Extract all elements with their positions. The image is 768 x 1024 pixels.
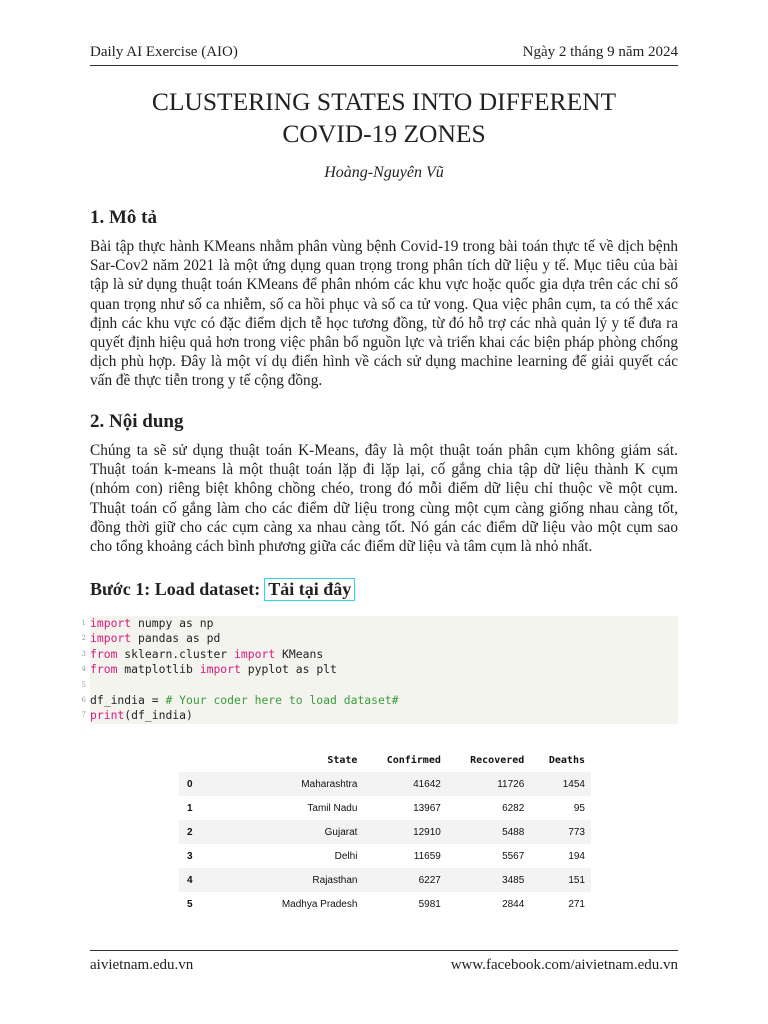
code-line (81, 708, 678, 723)
footer-facebook-link[interactable]: www.facebook.com/aivietnam.edu.vn (450, 957, 678, 973)
cell-confirmed: 11659 (413, 850, 441, 862)
table-row (179, 772, 591, 796)
table-row (179, 796, 591, 820)
cell-deaths: 271 (568, 898, 585, 910)
document-title (90, 86, 678, 150)
header-date: Ngày 2 tháng 9 năm 2024 (522, 44, 678, 60)
cell-recovered: 3485 (447, 868, 530, 892)
cell-confirmed: 5981 (418, 898, 441, 910)
page-footer (90, 957, 678, 974)
cell-state: Tamil Nadu (307, 802, 358, 814)
row-index: 1 (187, 802, 193, 814)
code-keyword: import (234, 646, 276, 661)
header-course: Daily AI Exercise (AIO) (90, 44, 238, 60)
cell-confirmed: 6227 (363, 868, 446, 892)
cell-deaths: 151 (530, 868, 591, 892)
cell-state: Gujarat (253, 820, 363, 844)
table-row (179, 844, 591, 868)
cell-state: Rajasthan (253, 868, 363, 892)
index-header (179, 748, 253, 772)
step-1-heading (90, 578, 355, 601)
section-content-body: Chúng ta sẽ sử dụng thuật toán K-Means, đây là một thuật toán phân cụm không giám sát. Thuật toán k-means là một thuật toán lặp đi lặp lại, cố gắng chia tập dữ liệu thành K cụm (nhóm con) riêng biệt không chồng chéo, trong đó mỗi điểm dữ liệu chỉ thuộc về một cụm. Thuật toán cố gắng làm cho các điểm dữ liệu trong cùng một cụm càng giống nhau càng tốt, đồng thời giữ cho các cụm càng xa nhau càng tốt. Nó gán các điểm dữ liệu vào một cụm sao cho tổng khoảng cách bình phương giữa các điểm dữ liệu và tâm cụm là nhỏ nhất. (90, 442, 678, 556)
dataframe-table (179, 748, 591, 916)
author-name: Hoàng-Nguyên Vũ (324, 164, 444, 181)
code-keyword: print (90, 708, 125, 723)
row-index: 2 (179, 820, 253, 844)
cell-recovered: 6282 (502, 802, 525, 814)
cell-deaths: 773 (530, 820, 591, 844)
cell-recovered: 5488 (447, 820, 530, 844)
footer-website-link[interactable]: aivietnam.edu.vn (90, 957, 194, 973)
column-header-deaths: Deaths (548, 754, 585, 766)
column-header-state: State (327, 754, 358, 766)
code-keyword: import (90, 631, 132, 646)
cell-confirmed: 12910 (363, 820, 446, 844)
code-text: (df_india) (124, 708, 193, 723)
code-text: KMeans (275, 646, 324, 661)
code-line (81, 646, 678, 662)
line-number: 5 (81, 680, 86, 689)
row-index: 0 (179, 772, 253, 796)
title-line-2: COVID-19 ZONES (282, 119, 486, 148)
table-row (179, 820, 591, 844)
footer-divider (90, 950, 678, 951)
table-row (179, 868, 591, 892)
line-number: 4 (81, 665, 86, 674)
code-keyword: import (90, 616, 132, 630)
download-link[interactable]: Tải tại đây (264, 578, 355, 601)
row-index: 5 (187, 898, 193, 910)
code-keyword: from (90, 662, 118, 677)
section-heading-content: 2. Nội dung (90, 411, 184, 432)
cell-confirmed: 41642 (363, 772, 446, 796)
code-line (81, 616, 678, 631)
table-row (179, 892, 591, 916)
cell-state: Maharashtra (253, 772, 363, 796)
cell-deaths: 194 (568, 850, 585, 862)
cell-deaths: 95 (573, 802, 585, 814)
code-text: numpy as np (131, 616, 214, 630)
cell-state: Madhya Pradesh (281, 898, 358, 910)
line-number: 6 (81, 695, 86, 704)
code-text: pyplot as plt (240, 662, 337, 677)
code-text: sklearn.cluster (117, 646, 235, 661)
code-line (81, 678, 678, 693)
table-header-row (179, 748, 591, 772)
cell-recovered: 11726 (447, 772, 530, 796)
code-keyword: from (90, 646, 118, 661)
column-header-recovered: Recovered (470, 754, 525, 766)
code-line (81, 662, 678, 677)
code-line (81, 631, 678, 646)
cell-recovered: 5567 (502, 850, 525, 862)
code-line (81, 692, 678, 708)
row-index: 4 (179, 868, 253, 892)
line-number: 2 (81, 634, 86, 643)
step-1-label: Bước 1: Load dataset: (90, 579, 261, 599)
header-divider (90, 65, 678, 66)
cell-deaths: 1454 (530, 772, 591, 796)
line-number: 1 (81, 619, 86, 627)
cell-state: Delhi (334, 850, 358, 862)
row-index: 3 (187, 850, 193, 862)
page-header (90, 44, 678, 61)
line-number: 3 (81, 649, 86, 658)
code-text: matplotlib (117, 662, 200, 677)
section-heading-description: 1. Mô tả (90, 207, 158, 228)
cell-recovered: 2844 (502, 898, 525, 910)
code-text: pandas as pd (131, 631, 221, 646)
code-text: df_india = (90, 692, 166, 707)
code-comment: # Your coder here to load dataset# (165, 692, 399, 707)
code-keyword: import (199, 662, 241, 677)
title-line-1: CLUSTERING STATES INTO DIFFERENT (151, 87, 617, 116)
section-description-body: Bài tập thực hành KMeans nhằm phân vùng bệnh Covid-19 trong bài toán thực tế về dịch bệnh Sar-Cov2 năm 2021 là một ứng dụng quan trọng trong phân tích dữ liệu y tế. Mục tiêu của bài tập là sử dụng thuật toán KMeans để phân nhóm các khu vực hoặc quốc gia dựa trên các chỉ số quan trọng như số ca nhiễm, số ca hồi phục và số ca tử vong. Qua việc phân cụm, ta có thể xác định các khu vực có đặc điểm dịch tễ học tương đồng, từ đó hỗ trợ các nhà quản lý y tế đưa ra quyết định hiệu quả hơn trong việc phân bổ nguồn lực và triển khai các biện pháp phòng chống dịch phù hợp. Đây là một ví dụ điển hình về cách sử dụng machine learning để giải quyết các vấn đề thực tiễn trong y tế cộng đồng. (90, 238, 678, 390)
line-number: 7 (81, 711, 86, 720)
cell-confirmed: 13967 (413, 802, 441, 814)
code-block (81, 616, 678, 724)
column-header-confirmed: Confirmed (386, 754, 441, 766)
